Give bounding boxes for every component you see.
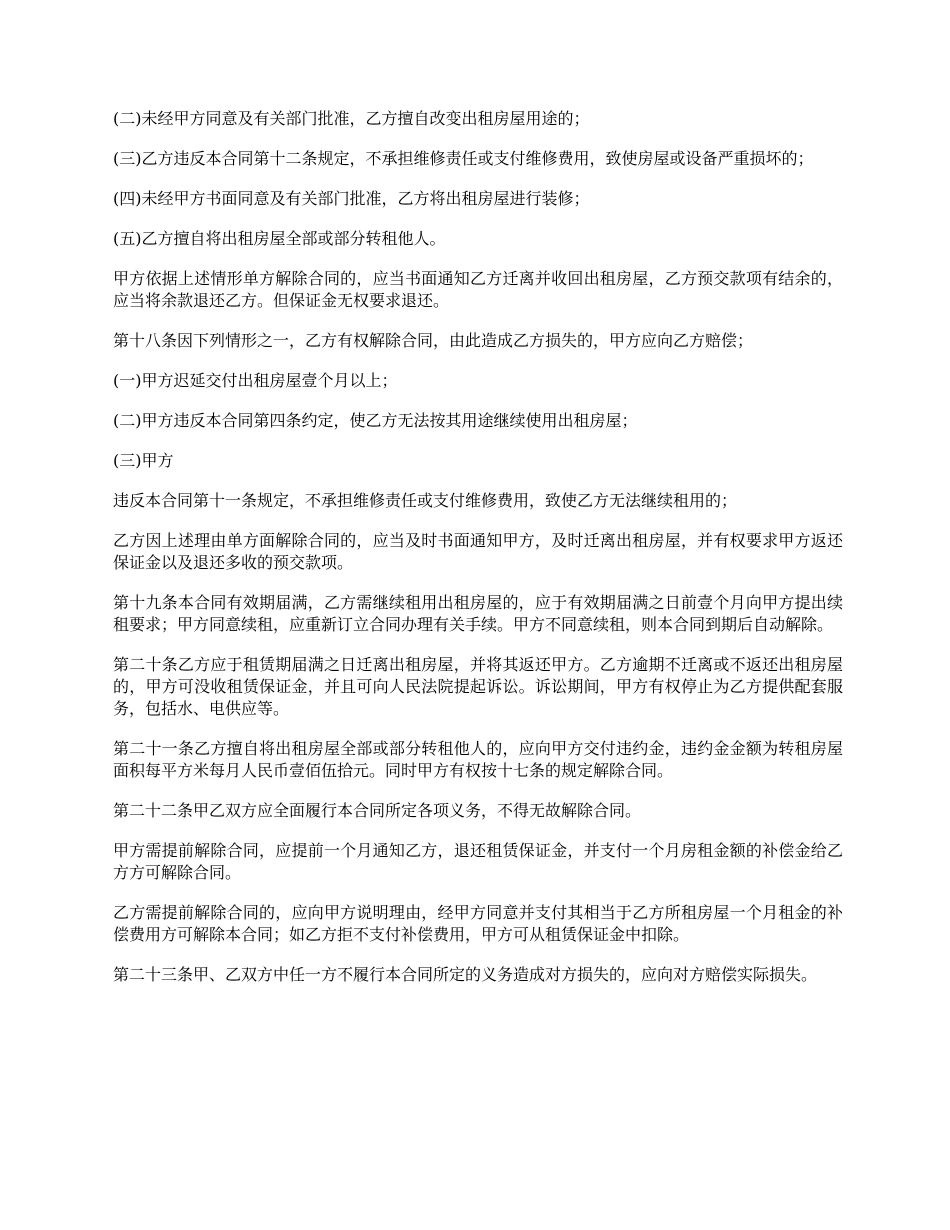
paragraph: 第十九条本合同有效期届满，乙方需继续租用出租房屋的，应于有效期届满之日前壹个月向甲方提出续租要求；甲方同意续租，应重新订立合同办理有关手续。甲方不同意续租，则本合同到期后自动解除。 [113, 593, 843, 634]
paragraph: 第二十条乙方应于租赁期届满之日迁离出租房屋，并将其返还甲方。乙方逾期不迁离或不返还出租房屋的，甲方可没收租赁保证金，并且可向人民法院提起诉讼。诉讼期间，甲方有权停止为乙方提供配套服务，包括水、电供应等。 [113, 655, 843, 718]
paragraph: 第二十二条甲乙双方应全面履行本合同所定各项义务，不得无故解除合同。 [113, 801, 642, 820]
document-page [113, 108, 843, 1004]
paragraph: 第二十一条乙方擅自将出租房屋全部或部分转租他人的，应向甲方交付违约金，违约金金额为转租房屋面积每平方米每月人民币壹佰伍拾元。同时甲方有权按十七条的规定解除合同。 [113, 739, 843, 780]
paragraph: (二)未经甲方同意及有关部门批准，乙方擅自改变出租房屋用途的； [113, 109, 590, 128]
paragraph: 甲方依据上述情形单方解除合同的，应当书面通知乙方迁离并收回出租房屋，乙方预交款项有结余的，应当将余款退还乙方。但保证金无权要求退还。 [113, 269, 843, 310]
paragraph: 第二十三条甲、乙双方中任一方不履行本合同所定的义务造成对方损失的，应向对方赔偿实际损失。 [113, 965, 818, 984]
paragraph: 乙方需提前解除合同的，应向甲方说明理由，经甲方同意并支付其相当于乙方所租房屋一个月租金的补偿费用方可解除本合同；如乙方拒不支付补偿费用，甲方可从租赁保证金中扣除。 [113, 903, 843, 944]
paragraph: 违反本合同第十一条规定，不承担维修责任或支付维修费用，致使乙方无法继续租用的； [113, 491, 738, 510]
paragraph: (三)甲方 [113, 451, 174, 470]
paragraph: (三)乙方违反本合同第十二条规定，不承担维修责任或支付维修费用，致使房屋或设备严重损坏的； [113, 149, 814, 168]
paragraph: (四)未经甲方书面同意及有关部门批准，乙方将出租房屋进行装修； [113, 189, 590, 208]
paragraph: 乙方因上述理由单方面解除合同的，应当及时书面通知甲方，及时迁离出租房屋，并有权要求甲方返还保证金以及退还多收的预交款项。 [113, 531, 843, 572]
paragraph: (二)甲方违反本合同第四条约定，使乙方无法按其用途继续使用出租房屋； [113, 411, 638, 430]
paragraph: (五)乙方擅自将出租房屋全部或部分转租他人。 [113, 229, 446, 248]
paragraph: (一)甲方迟延交付出租房屋壹个月以上； [113, 371, 398, 390]
paragraph: 第十八条因下列情形之一，乙方有权解除合同，由此造成乙方损失的，甲方应向乙方赔偿； [113, 331, 754, 350]
paragraph: 甲方需提前解除合同，应提前一个月通知乙方，退还租赁保证金，并支付一个月房租金额的补偿金给乙方方可解除合同。 [113, 841, 843, 882]
